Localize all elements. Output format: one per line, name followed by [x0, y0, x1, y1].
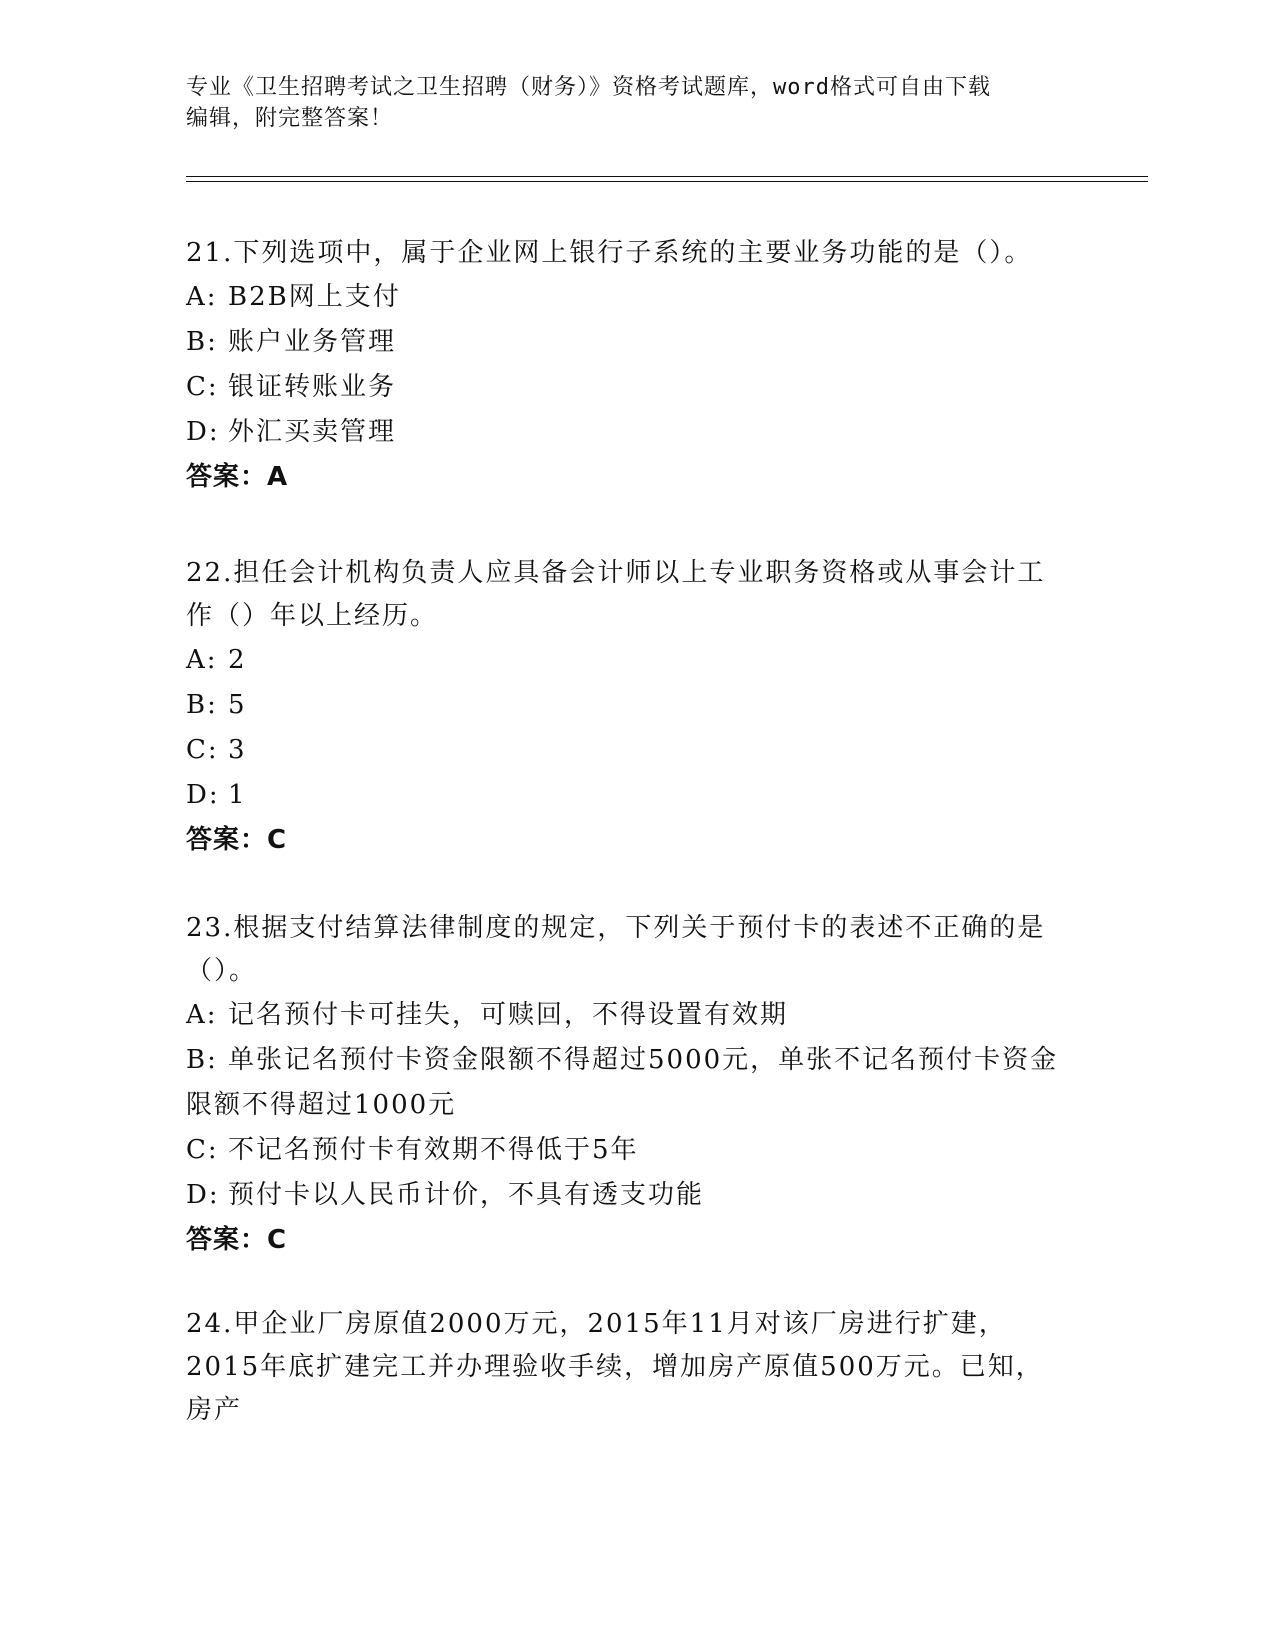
option-letter: D: — [186, 1180, 220, 1210]
header-line-1: 专业《卫生招聘考试之卫生招聘（财务）》资格考试题库，word格式可自由下载 — [186, 75, 991, 100]
answer-line: 答案：C — [186, 1225, 288, 1255]
option-text: 2 — [228, 645, 247, 675]
option-letter: C: — [186, 1135, 219, 1165]
option-a — [186, 638, 1066, 683]
option-letter: C: — [186, 372, 219, 402]
option-text: 5 — [228, 690, 247, 720]
question-stem: 24.甲企业厂房原值2000万元，2015年11月对该厂房进行扩建，2015年底扩建完工并办理验收手续，增加房产原值500万元。已知，房产 — [186, 1309, 1044, 1425]
option-text: 1 — [228, 780, 247, 810]
option-c — [186, 365, 1066, 410]
option-text: 外汇买卖管理 — [228, 417, 397, 447]
question-21 — [186, 232, 1066, 500]
question-24 — [186, 1303, 1066, 1432]
option-d — [186, 410, 1066, 455]
option-a — [186, 275, 1066, 320]
option-letter: A: — [186, 282, 218, 312]
question-23 — [186, 907, 1066, 1263]
option-text: 账户业务管理 — [228, 327, 397, 357]
question-stem: 23.根据支付结算法律制度的规定，下列关于预付卡的表述不正确的是（）。 — [186, 913, 1046, 986]
option-a — [186, 993, 1066, 1038]
option-letter: C: — [186, 735, 219, 765]
option-letter: B: — [186, 1045, 218, 1075]
option-text: 银证转账业务 — [228, 372, 397, 402]
header-line-2: 编辑，附完整答案！ — [186, 106, 394, 131]
question-22 — [186, 552, 1066, 863]
option-text: 3 — [228, 735, 247, 765]
answer-line: 答案：A — [186, 462, 289, 492]
header-divider-top — [186, 176, 1148, 177]
option-text: 单张记名预付卡资金限额不得超过5000元，单张不记名预付卡资金限额不得超过1000元 — [186, 1045, 1059, 1120]
option-letter: D: — [186, 780, 220, 810]
option-b — [186, 683, 1066, 728]
option-c — [186, 1128, 1066, 1173]
option-letter: D: — [186, 417, 220, 447]
option-text: B2B网上支付 — [228, 282, 401, 312]
option-d — [186, 773, 1066, 818]
option-b — [186, 1038, 1066, 1128]
option-d — [186, 1173, 1066, 1218]
question-stem: 22.担任会计机构负责人应具备会计师以上专业职务资格或从事会计工作（）年以上经历。 — [186, 558, 1046, 631]
option-b — [186, 320, 1066, 365]
question-stem: 21.下列选项中，属于企业网上银行子系统的主要业务功能的是（）。 — [186, 238, 1033, 268]
option-c — [186, 728, 1066, 773]
option-letter: B: — [186, 690, 218, 720]
option-text: 记名预付卡可挂失，可赎回，不得设置有效期 — [228, 1000, 789, 1030]
option-text: 预付卡以人民币计价，不具有透支功能 — [228, 1180, 705, 1210]
document-header — [186, 72, 1066, 134]
option-letter: A: — [186, 645, 218, 675]
option-letter: A: — [186, 1000, 218, 1030]
answer-line: 答案：C — [186, 825, 288, 855]
option-letter: B: — [186, 327, 218, 357]
option-text: 不记名预付卡有效期不得低于5年 — [228, 1135, 639, 1165]
header-divider-bottom — [186, 181, 1148, 182]
